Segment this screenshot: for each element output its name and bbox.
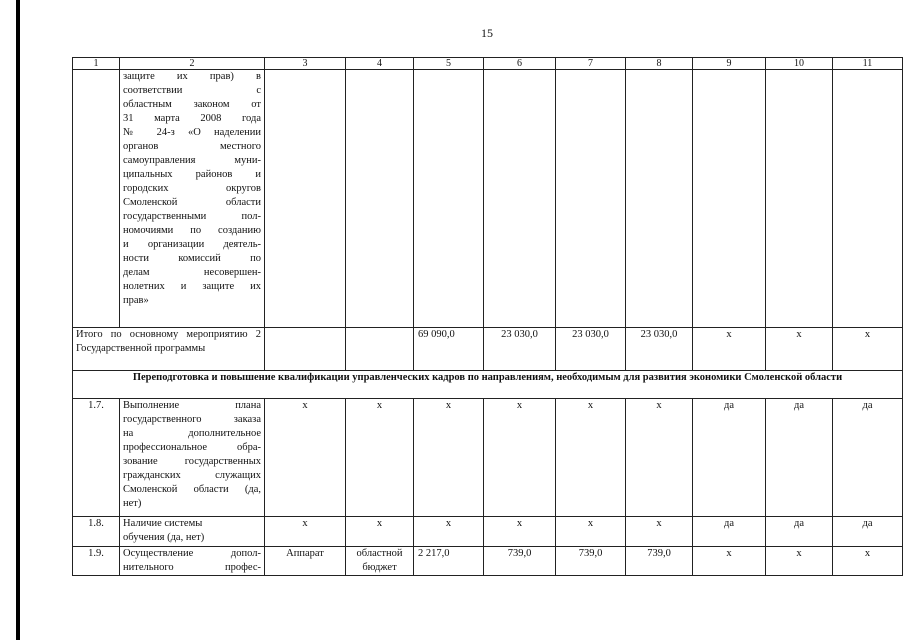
total-col7: 23 030,0	[556, 328, 626, 371]
total-col6: 23 030,0	[484, 328, 556, 371]
text-line: областным законом от	[123, 99, 261, 110]
total-row	[73, 328, 903, 371]
text-line: органов местного	[123, 141, 261, 152]
col-number-header: 5	[414, 58, 484, 70]
text-line: городских округов	[123, 183, 261, 194]
total-col11: х	[833, 328, 903, 371]
col-number-header: 11	[833, 58, 903, 70]
section-header-row	[73, 371, 903, 399]
cell-col6: 739,0	[484, 547, 556, 576]
text-line: Смоленской области	[123, 197, 261, 208]
table-cell	[73, 70, 120, 328]
cell-col3: х	[265, 399, 346, 517]
text-line: Наличие системы	[123, 518, 203, 529]
col-number-header: 4	[346, 58, 414, 70]
text-line: государственными пол-	[123, 211, 261, 222]
cell-col7: х	[556, 399, 626, 517]
cell-col3: Аппарат	[265, 547, 346, 576]
text-line: зование государственных	[123, 456, 261, 467]
cell-col4	[346, 547, 414, 576]
row-number: 1.9.	[73, 547, 120, 576]
text-line: № 24-з «О наделении	[123, 127, 261, 138]
section-title: Переподготовка и повышение квалификации управленческих кадров по направлениям, необходимым для развития экономики Смоленской области	[73, 371, 903, 399]
table-cell	[766, 70, 833, 328]
col-number-header: 3	[265, 58, 346, 70]
table-cell	[556, 70, 626, 328]
table-cell	[346, 70, 414, 328]
cell-col9: да	[693, 517, 766, 547]
cell-col7: х	[556, 517, 626, 547]
table-cell	[626, 70, 693, 328]
cell-col8: х	[626, 517, 693, 547]
row-number: 1.8.	[73, 517, 120, 547]
total-col9: х	[693, 328, 766, 371]
page-binding-edge	[16, 0, 20, 640]
text-line: обучения (да, нет)	[123, 532, 205, 543]
cell-col6: х	[484, 399, 556, 517]
cell-col9: да	[693, 399, 766, 517]
total-col10: х	[766, 328, 833, 371]
row-number: 1.7.	[73, 399, 120, 517]
cell-col10: да	[766, 517, 833, 547]
table-cell	[484, 70, 556, 328]
text-line: профессиональное обра-	[123, 442, 261, 453]
text-line: прав»	[123, 295, 149, 306]
cell-col7: 739,0	[556, 547, 626, 576]
page-number: 15	[481, 26, 493, 40]
text-line: областной	[356, 548, 403, 559]
total-label: Итого по основному мероприятию 2 Государственной программы	[73, 328, 265, 371]
cell-col11: х	[833, 547, 903, 576]
col-number-header: 8	[626, 58, 693, 70]
continued-description-cell	[120, 70, 265, 328]
cell-col4: х	[346, 517, 414, 547]
cell-col8: 739,0	[626, 547, 693, 576]
description-cell	[120, 517, 265, 547]
text-line: номочиями по созданию	[123, 225, 261, 236]
text-line: и организации деятель-	[123, 239, 261, 250]
text-line: самоуправления муни-	[123, 155, 261, 166]
text-line: Выполнение плана	[123, 400, 261, 411]
table-cell	[265, 328, 346, 371]
cell-col10: да	[766, 399, 833, 517]
text-line: ципальных районов и	[123, 169, 261, 180]
cell-col9: х	[693, 547, 766, 576]
table-row-1-7	[73, 399, 903, 517]
col-number-header: 2	[120, 58, 265, 70]
text-line: на дополнительное	[123, 428, 261, 439]
total-col8: 23 030,0	[626, 328, 693, 371]
text-line: гражданских служащих	[123, 470, 261, 481]
table-cell	[346, 328, 414, 371]
table-row-continued	[73, 70, 903, 328]
column-number-row	[73, 58, 903, 70]
cell-col4: х	[346, 399, 414, 517]
cell-col8: х	[626, 399, 693, 517]
text-line: бюджет	[362, 562, 397, 573]
table-cell	[265, 70, 346, 328]
text-line: делам несовершен-	[123, 267, 261, 278]
cell-col11: да	[833, 517, 903, 547]
description-cell	[120, 399, 265, 517]
col-number-header: 1	[73, 58, 120, 70]
table-cell	[414, 70, 484, 328]
text-line: государственного заказа	[123, 414, 261, 425]
text-line: нет)	[123, 498, 142, 509]
table-row-1-9	[73, 547, 903, 576]
cell-col5: 2 217,0	[414, 547, 484, 576]
text-line: нолетних и защите их	[123, 281, 261, 292]
cell-col11: да	[833, 399, 903, 517]
col-number-header: 6	[484, 58, 556, 70]
text-line: Смоленской области (да,	[123, 484, 261, 495]
col-number-header: 7	[556, 58, 626, 70]
cell-col5: х	[414, 517, 484, 547]
table-row-1-8	[73, 517, 903, 547]
text-line: 31 марта 2008 года	[123, 113, 261, 124]
text-line: соответствии с	[123, 85, 261, 96]
table-cell	[833, 70, 903, 328]
text-line: Осуществление допол-	[123, 548, 261, 559]
cell-col3: х	[265, 517, 346, 547]
cell-col10: х	[766, 547, 833, 576]
cell-col6: х	[484, 517, 556, 547]
col-number-header: 9	[693, 58, 766, 70]
table-cell	[693, 70, 766, 328]
cell-col5: х	[414, 399, 484, 517]
text-line: защите их прав) в	[123, 71, 261, 82]
col-number-header: 10	[766, 58, 833, 70]
description-cell	[120, 547, 265, 576]
total-col5: 69 090,0	[414, 328, 484, 371]
text-line: ности комиссий по	[123, 253, 261, 264]
program-table	[72, 57, 903, 576]
text-line: нительного профес-	[123, 562, 261, 573]
